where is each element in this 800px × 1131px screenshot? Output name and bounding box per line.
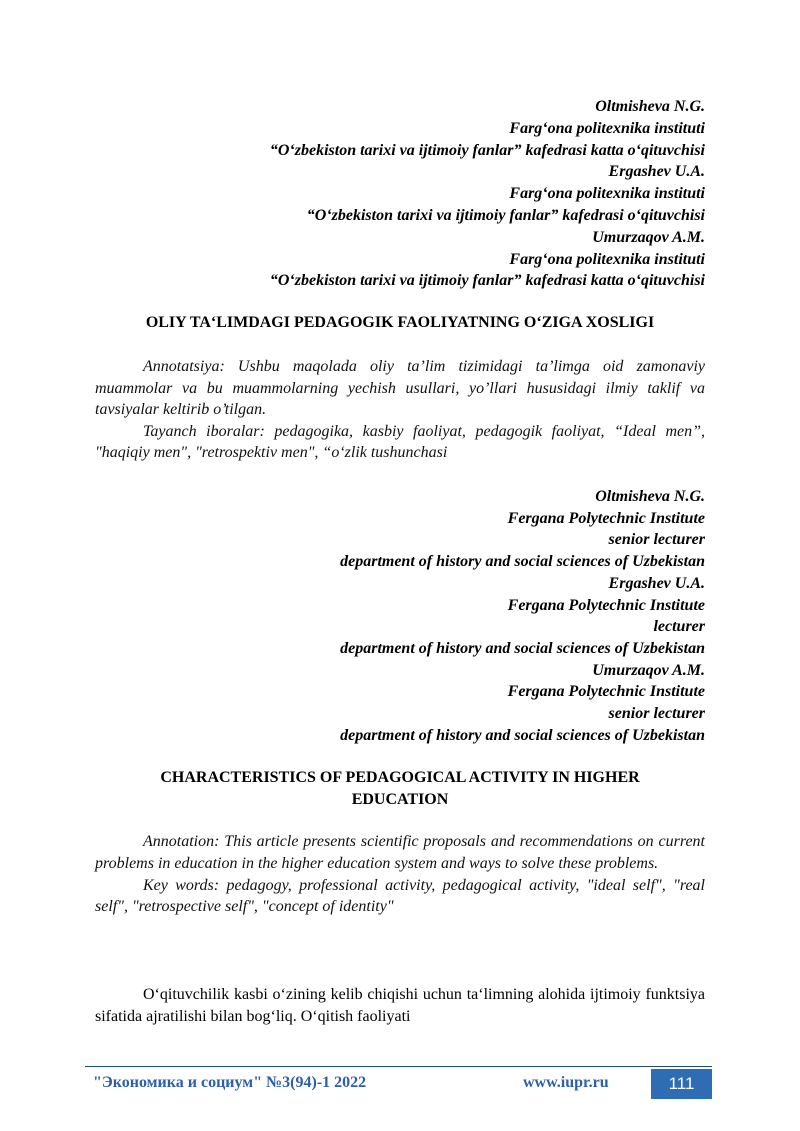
abstract-uzbek (95, 356, 705, 464)
authors-block-uzbek (270, 96, 705, 292)
page-footer (85, 1069, 712, 1099)
article-title-english (95, 767, 705, 811)
page-number: 111 (651, 1069, 712, 1099)
keywords-uzbek: Tayanch iboralar: pedagogika, kasbiy faoliyat, pedagogik faoliyat, “Ideal men”, "haqiqiy men", "retrospektiv men", “o‘zlik tushunchasi (95, 422, 705, 462)
author-affiliation: Farg‘ona politexnika instituti (509, 250, 705, 268)
author-affiliation: Fergana Polytechnic Institute (507, 509, 705, 527)
author-position: “O‘zbekiston tarixi va ijtimoiy fanlar” kafedrasi katta o‘qituvchisi (269, 141, 705, 159)
body-paragraph: O‘qituvchilik kasbi o‘zining kelib chiqishi uchun ta‘limning alohida ijtimoiy funktsiya sifatida ajratilishi bilan bog‘liq. O‘qitish faoliyati (95, 986, 705, 1025)
journal-website-link[interactable]: www.iupr.ru (523, 1074, 609, 1091)
author-position: lecturer (653, 618, 705, 636)
author-position: senior lecturer (608, 531, 705, 549)
annotation-uzbek: Annotatsiya: Ushbu maqolada oliy ta’lim tizimidagi ta’limga oid zamonaviy muammolar va bu muammolarning yechish usullari, yo’llari hususidagi ilmiy taklif va tavsiyalar keltirib o’tilgan. (95, 358, 705, 419)
title-line: CHARACTERISTICS OF PEDAGOGICAL ACTIVITY IN HIGHER (160, 769, 640, 786)
body-text (95, 984, 705, 1028)
authors-block-english (340, 486, 705, 746)
author-affiliation: Farg‘ona politexnika instituti (509, 119, 705, 137)
author-department: department of history and social sciences of Uzbekistan (340, 553, 705, 571)
author-position: “O‘zbekiston tarixi va ijtimoiy fanlar” kafedrasi katta o‘qituvchisi (269, 272, 705, 290)
author-affiliation: Fergana Polytechnic Institute (507, 596, 705, 614)
author-department: department of history and social sciences of Uzbekistan (340, 639, 705, 657)
title-line: EDUCATION (351, 791, 449, 808)
annotation-english: Annotation: This article presents scientific proposals and recommendations on current problems in education in the higher education system and ways to solve these problems. (95, 833, 705, 872)
author-name: Umurzaqov A.M. (592, 228, 705, 246)
article-title-uzbek: OLIY TA‘LIMDAGI PEDAGOGIK FAOLIYATNING O‘ZIGA XOSLIGI (145, 314, 655, 331)
footer-divider (85, 1066, 712, 1067)
author-department: department of history and social sciences of Uzbekistan (340, 726, 705, 744)
keywords-english: Key words: pedagogy, professional activity, pedagogical activity, "ideal self", "real self", "retrospective self", "concept of identity" (95, 876, 705, 916)
author-position: “O‘zbekiston tarixi va ijtimoiy fanlar” kafedrasi o‘qituvchisi (306, 206, 705, 224)
author-affiliation: Fergana Polytechnic Institute (507, 683, 705, 701)
author-name: Ergashev U.A. (608, 574, 705, 592)
author-name: Oltmisheva N.G. (595, 488, 705, 505)
abstract-english (95, 831, 705, 918)
journal-name: "Экономика и социум" №3(94)-1 2022 (93, 1074, 367, 1091)
author-position: senior lecturer (608, 705, 705, 723)
author-affiliation: Farg‘ona politexnika instituti (509, 185, 705, 203)
author-name: Ergashev U.A. (608, 163, 705, 181)
author-name: Umurzaqov A.M. (592, 661, 705, 679)
author-name: Oltmisheva N.G. (595, 98, 705, 115)
